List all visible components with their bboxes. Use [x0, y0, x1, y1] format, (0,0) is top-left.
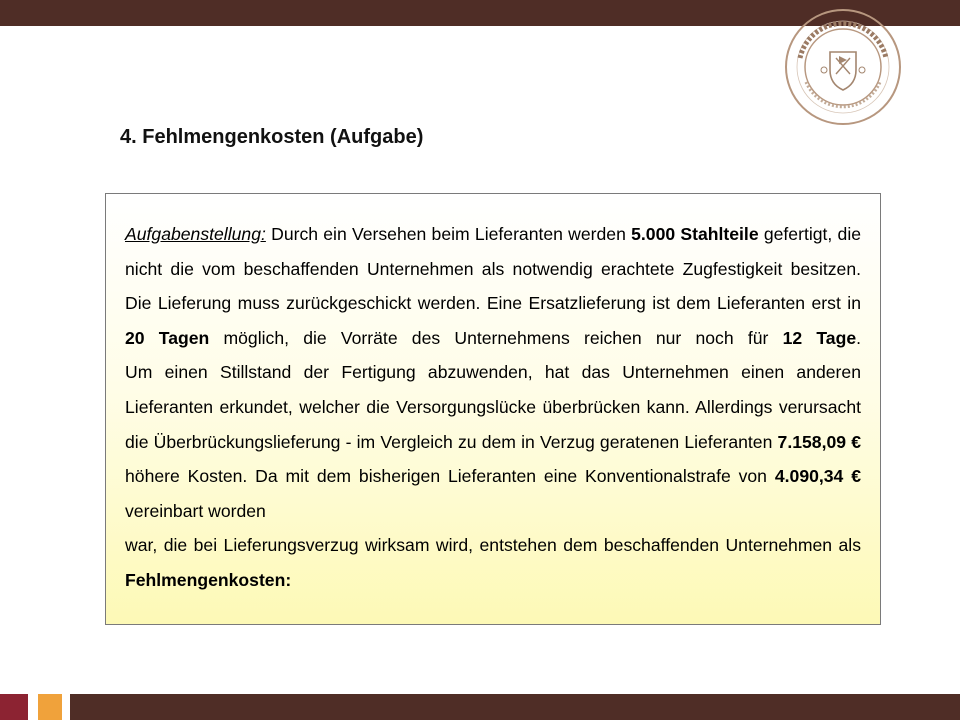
comcave-college-logo [784, 8, 902, 126]
paragraph-1: Aufgabenstellung: Durch ein Versehen beim Lieferanten werden 5.000 Stahlteile gefertigt, die nicht die vom beschaffenden Unternehmen als notwendig erachtete Zugfestigkeit besitzen. Die Lieferung muss zurückgeschickt werden. Eine Ersatzlieferung ist dem Lieferanten erst in 20 Tagen möglich, die Vorräte des Unternehmens reichen nur noch für 12 Tage. [125, 224, 862, 348]
footer-red-square [0, 694, 28, 720]
bottom-bar [70, 694, 960, 720]
task-label: Aufgabenstellung: [125, 224, 266, 244]
task-box [105, 193, 881, 625]
paragraph-2: Um einen Stillstand der Fertigung abzuwenden, hat das Unternehmen einen anderen Lieferanten erkundet, welcher die Versorgungslücke überbrücken kann. Allerdings verursacht die Überbrückungslieferung - im Vergleich zu dem in Verzug geratenen Lieferanten 7.158,09 € höhere Kosten. Da mit dem bisherigen Lieferanten eine Konventionalstrafe von 4.090,34 € vereinbart worden [125, 362, 861, 521]
page-title: 4. Fehlmengenkosten (Aufgabe) [120, 126, 424, 148]
task-text [125, 217, 861, 598]
paragraph-3: war, die bei Lieferungsverzug wirksam wird, entstehen dem beschaffenden Unternehmen als Fehlmengenkosten: [125, 535, 861, 590]
footer-orange-square [38, 694, 62, 720]
